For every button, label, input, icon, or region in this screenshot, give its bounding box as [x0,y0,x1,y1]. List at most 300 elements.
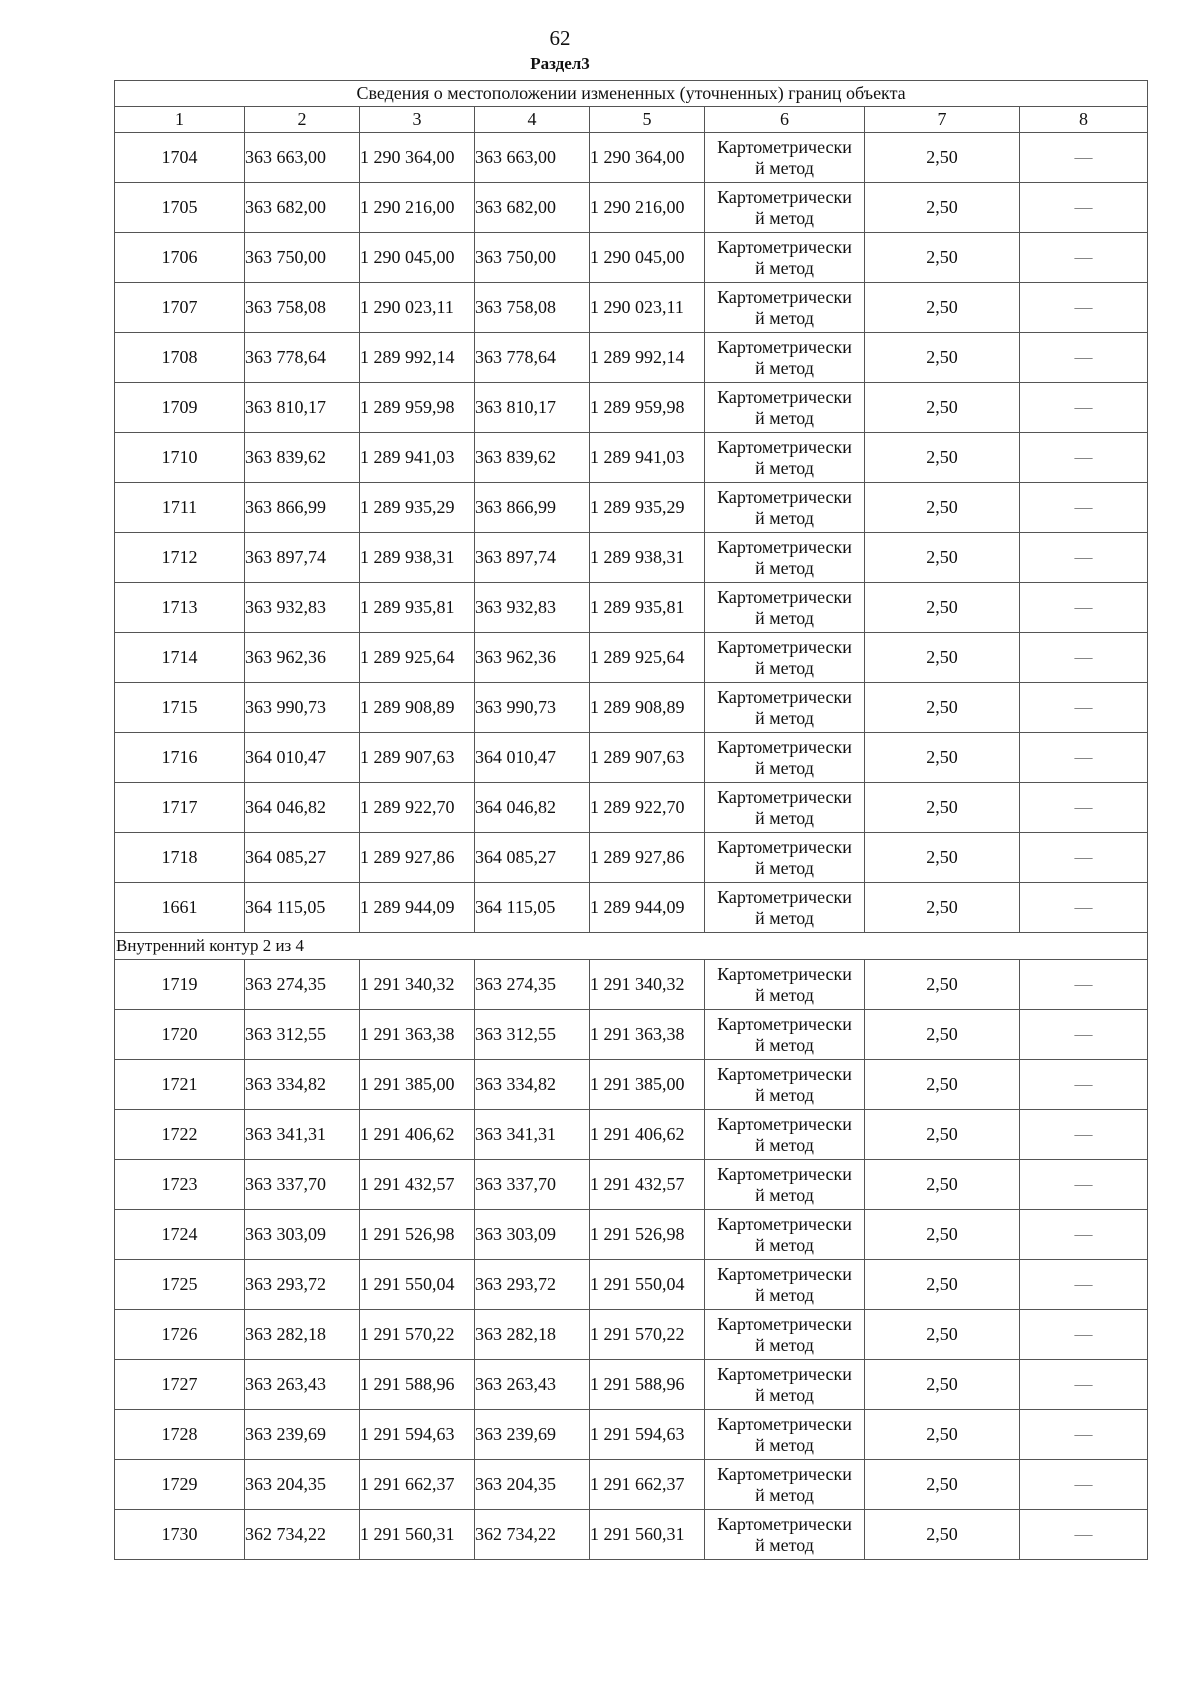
method-text-line: й метод [755,1484,814,1505]
method-text-line: й метод [755,1384,814,1405]
x-existing-cell: 363 663,00 [245,133,360,183]
method-text-line: Картометрически [717,586,852,607]
table-row [115,1060,1148,1110]
x-refined-cell: 363 282,18 [475,1310,590,1360]
method-text-line: Картометрически [717,786,852,807]
table-row [115,960,1148,1010]
method-cell [705,1510,865,1560]
y-refined-cell: 1 290 045,00 [590,233,705,283]
x-existing-cell: 364 010,47 [245,733,360,783]
precision-cell: 2,50 [865,583,1020,633]
point-number-cell: 1661 [115,883,245,933]
x-refined-cell: 363 778,64 [475,333,590,383]
y-refined-cell: 1 289 992,14 [590,333,705,383]
empty-mark-cell: — [1020,1510,1148,1560]
empty-mark-cell: — [1020,883,1148,933]
column-number: 7 [865,107,1020,133]
method-cell [705,783,865,833]
x-existing-cell: 363 274,35 [245,960,360,1010]
point-number-cell: 1716 [115,733,245,783]
x-existing-cell: 363 866,99 [245,483,360,533]
x-existing-cell: 363 303,09 [245,1210,360,1260]
method-text-line: й метод [755,857,814,878]
point-number-cell: 1728 [115,1410,245,1460]
y-refined-cell: 1 289 908,89 [590,683,705,733]
empty-mark-cell: — [1020,383,1148,433]
point-number-cell: 1720 [115,1010,245,1060]
method-text-line: Картометрически [717,963,852,984]
x-existing-cell: 363 282,18 [245,1310,360,1360]
empty-mark-cell: — [1020,1160,1148,1210]
precision-cell: 2,50 [865,1310,1020,1360]
x-existing-cell: 363 293,72 [245,1260,360,1310]
x-refined-cell: 363 839,62 [475,433,590,483]
column-number: 6 [705,107,865,133]
method-cell [705,283,865,333]
method-text-line: Картометрически [717,1363,852,1384]
method-text-line: Картометрически [717,1463,852,1484]
method-text-line: Картометрически [717,1113,852,1134]
precision-cell: 2,50 [865,633,1020,683]
precision-cell: 2,50 [865,483,1020,533]
table-row [115,1010,1148,1060]
y-refined-cell: 1 289 944,09 [590,883,705,933]
precision-cell: 2,50 [865,960,1020,1010]
y-refined-cell: 1 289 922,70 [590,783,705,833]
table-row [115,1110,1148,1160]
x-refined-cell: 363 293,72 [475,1260,590,1310]
method-text-line: Картометрически [717,386,852,407]
method-text-line: й метод [755,1434,814,1455]
y-refined-cell: 1 291 526,98 [590,1210,705,1260]
empty-mark-cell: — [1020,683,1148,733]
precision-cell: 2,50 [865,283,1020,333]
empty-mark-cell: — [1020,633,1148,683]
y-existing-cell: 1 289 922,70 [360,783,475,833]
point-number-cell: 1721 [115,1060,245,1110]
method-text-line: Картометрически [717,336,852,357]
point-number-cell: 1714 [115,633,245,683]
x-refined-cell: 363 274,35 [475,960,590,1010]
y-existing-cell: 1 290 364,00 [360,133,475,183]
method-text-line: й метод [755,1534,814,1555]
y-existing-cell: 1 289 944,09 [360,883,475,933]
method-cell [705,1060,865,1110]
x-existing-cell: 363 932,83 [245,583,360,633]
y-refined-cell: 1 289 907,63 [590,733,705,783]
table-row [115,333,1148,383]
table-row [115,1210,1148,1260]
method-text-line: Картометрически [717,1513,852,1534]
method-text-line: Картометрически [717,836,852,857]
method-cell [705,1210,865,1260]
table-row [115,483,1148,533]
method-text-line: Картометрически [717,186,852,207]
empty-mark-cell: — [1020,733,1148,783]
empty-mark-cell: — [1020,1010,1148,1060]
method-cell [705,733,865,783]
method-text-line: Картометрически [717,686,852,707]
point-number-cell: 1706 [115,233,245,283]
point-number-cell: 1713 [115,583,245,633]
method-cell [705,1410,865,1460]
method-text-line: Картометрически [717,1313,852,1334]
y-refined-cell: 1 291 560,31 [590,1510,705,1560]
method-cell [705,583,865,633]
table-row [115,583,1148,633]
empty-mark-cell: — [1020,1360,1148,1410]
x-existing-cell: 363 312,55 [245,1010,360,1060]
y-existing-cell: 1 290 023,11 [360,283,475,333]
x-existing-cell: 364 115,05 [245,883,360,933]
y-existing-cell: 1 289 925,64 [360,633,475,683]
method-text-line: й метод [755,757,814,778]
precision-cell: 2,50 [865,383,1020,433]
empty-mark-cell: — [1020,483,1148,533]
table-body-contour-label [115,933,1148,960]
precision-cell: 2,50 [865,133,1020,183]
y-refined-cell: 1 291 570,22 [590,1310,705,1360]
empty-mark-cell: — [1020,1460,1148,1510]
precision-cell: 2,50 [865,783,1020,833]
x-existing-cell: 363 962,36 [245,633,360,683]
method-text-line: й метод [755,707,814,728]
empty-mark-cell: — [1020,333,1148,383]
column-number: 1 [115,107,245,133]
x-refined-cell: 363 204,35 [475,1460,590,1510]
table-row [115,533,1148,583]
method-text-line: й метод [755,507,814,528]
point-number-cell: 1707 [115,283,245,333]
method-text-line: Картометрически [717,486,852,507]
method-cell [705,1110,865,1160]
method-text-line: й метод [755,1334,814,1355]
method-cell [705,183,865,233]
x-refined-cell: 363 263,43 [475,1360,590,1410]
table-caption-row [115,81,1148,107]
point-number-cell: 1717 [115,783,245,833]
y-refined-cell: 1 289 959,98 [590,383,705,433]
method-text-line: Картометрически [717,536,852,557]
x-existing-cell: 363 337,70 [245,1160,360,1210]
empty-mark-cell: — [1020,783,1148,833]
empty-mark-cell: — [1020,233,1148,283]
x-refined-cell: 363 866,99 [475,483,590,533]
y-refined-cell: 1 289 935,29 [590,483,705,533]
empty-mark-cell: — [1020,283,1148,333]
method-cell [705,333,865,383]
precision-cell: 2,50 [865,1260,1020,1310]
x-existing-cell: 363 778,64 [245,333,360,383]
precision-cell: 2,50 [865,1510,1020,1560]
method-text-line: Картометрически [717,1213,852,1234]
method-cell [705,1310,865,1360]
x-existing-cell: 363 990,73 [245,683,360,733]
method-cell [705,533,865,583]
point-number-cell: 1725 [115,1260,245,1310]
method-text-line: й метод [755,984,814,1005]
x-refined-cell: 363 337,70 [475,1160,590,1210]
empty-mark-cell: — [1020,433,1148,483]
x-existing-cell: 363 682,00 [245,183,360,233]
table-row [115,433,1148,483]
table-row [115,633,1148,683]
point-number-cell: 1718 [115,833,245,883]
method-text-line: й метод [755,607,814,628]
x-existing-cell: 363 750,00 [245,233,360,283]
precision-cell: 2,50 [865,833,1020,883]
y-existing-cell: 1 289 935,81 [360,583,475,633]
contour-label: Внутренний контур 2 из 4 [115,933,1148,960]
method-text-line: й метод [755,157,814,178]
y-existing-cell: 1 290 045,00 [360,233,475,283]
method-cell [705,433,865,483]
y-refined-cell: 1 290 216,00 [590,183,705,233]
precision-cell: 2,50 [865,1110,1020,1160]
point-number-cell: 1708 [115,333,245,383]
x-refined-cell: 363 810,17 [475,383,590,433]
y-refined-cell: 1 291 662,37 [590,1460,705,1510]
x-refined-cell: 363 897,74 [475,533,590,583]
table-row [115,733,1148,783]
precision-cell: 2,50 [865,183,1020,233]
y-refined-cell: 1 289 938,31 [590,533,705,583]
precision-cell: 2,50 [865,1060,1020,1110]
x-existing-cell: 363 334,82 [245,1060,360,1110]
method-text-line: й метод [755,207,814,228]
precision-cell: 2,50 [865,1360,1020,1410]
method-cell [705,833,865,883]
y-existing-cell: 1 291 340,32 [360,960,475,1010]
y-refined-cell: 1 291 385,00 [590,1060,705,1110]
method-text-line: Картометрически [717,1413,852,1434]
method-cell [705,1460,865,1510]
x-refined-cell: 364 046,82 [475,783,590,833]
table-row [115,1360,1148,1410]
table-row [115,833,1148,883]
y-existing-cell: 1 291 662,37 [360,1460,475,1510]
y-refined-cell: 1 291 340,32 [590,960,705,1010]
empty-mark-cell: — [1020,1060,1148,1110]
method-text-line: й метод [755,357,814,378]
column-number: 5 [590,107,705,133]
coordinates-table [114,80,1148,1560]
method-text-line: й метод [755,657,814,678]
method-text-line: Картометрически [717,636,852,657]
method-text-line: Картометрически [717,436,852,457]
point-number-cell: 1730 [115,1510,245,1560]
point-number-cell: 1705 [115,183,245,233]
precision-cell: 2,50 [865,433,1020,483]
y-existing-cell: 1 291 570,22 [360,1310,475,1360]
method-text-line: й метод [755,557,814,578]
method-text-line: й метод [755,807,814,828]
x-refined-cell: 363 962,36 [475,633,590,683]
column-number: 2 [245,107,360,133]
method-text-line: й метод [755,1034,814,1055]
table-row [115,883,1148,933]
method-text-line: й метод [755,1084,814,1105]
table-row [115,1260,1148,1310]
method-cell [705,883,865,933]
empty-mark-cell: — [1020,1310,1148,1360]
point-number-cell: 1715 [115,683,245,733]
point-number-cell: 1709 [115,383,245,433]
x-existing-cell: 364 046,82 [245,783,360,833]
y-existing-cell: 1 291 588,96 [360,1360,475,1410]
x-existing-cell: 363 239,69 [245,1410,360,1460]
table-row [115,683,1148,733]
y-existing-cell: 1 291 594,63 [360,1410,475,1460]
x-existing-cell: 363 341,31 [245,1110,360,1160]
point-number-cell: 1724 [115,1210,245,1260]
point-number-cell: 1723 [115,1160,245,1210]
y-refined-cell: 1 290 364,00 [590,133,705,183]
y-existing-cell: 1 291 406,62 [360,1110,475,1160]
method-text-line: й метод [755,1184,814,1205]
method-text-line: Картометрически [717,236,852,257]
point-number-cell: 1722 [115,1110,245,1160]
x-existing-cell: 363 897,74 [245,533,360,583]
x-refined-cell: 363 758,08 [475,283,590,333]
column-number: 4 [475,107,590,133]
empty-mark-cell: — [1020,1210,1148,1260]
table-row [115,383,1148,433]
method-text-line: й метод [755,907,814,928]
x-refined-cell: 364 115,05 [475,883,590,933]
x-existing-cell: 363 263,43 [245,1360,360,1410]
x-refined-cell: 363 682,00 [475,183,590,233]
point-number-cell: 1729 [115,1460,245,1510]
empty-mark-cell: — [1020,1110,1148,1160]
empty-mark-cell: — [1020,833,1148,883]
y-existing-cell: 1 290 216,00 [360,183,475,233]
method-text-line: Картометрически [717,1163,852,1184]
method-text-line: Картометрически [717,136,852,157]
empty-mark-cell: — [1020,583,1148,633]
method-cell [705,1260,865,1310]
method-cell [705,133,865,183]
table-body-inner-contour [115,960,1148,1560]
y-existing-cell: 1 289 907,63 [360,733,475,783]
x-existing-cell: 363 839,62 [245,433,360,483]
method-text-line: Картометрически [717,1013,852,1034]
y-refined-cell: 1 291 406,62 [590,1110,705,1160]
point-number-cell: 1719 [115,960,245,1010]
y-refined-cell: 1 289 925,64 [590,633,705,683]
column-number: 3 [360,107,475,133]
table-row [115,183,1148,233]
method-text-line: й метод [755,257,814,278]
x-existing-cell: 363 810,17 [245,383,360,433]
point-number-cell: 1712 [115,533,245,583]
y-existing-cell: 1 291 550,04 [360,1260,475,1310]
y-refined-cell: 1 289 935,81 [590,583,705,633]
table-row [115,233,1148,283]
y-existing-cell: 1 291 526,98 [360,1210,475,1260]
method-cell [705,960,865,1010]
point-number-cell: 1704 [115,133,245,183]
table-row [115,283,1148,333]
method-text-line: й метод [755,307,814,328]
method-text-line: й метод [755,1234,814,1255]
y-existing-cell: 1 289 992,14 [360,333,475,383]
column-numbers-row [115,107,1148,133]
precision-cell: 2,50 [865,333,1020,383]
x-refined-cell: 363 932,83 [475,583,590,633]
precision-cell: 2,50 [865,1410,1020,1460]
precision-cell: 2,50 [865,1010,1020,1060]
table-body-outer-contour [115,133,1148,933]
precision-cell: 2,50 [865,1160,1020,1210]
column-number: 8 [1020,107,1148,133]
y-existing-cell: 1 291 385,00 [360,1060,475,1110]
table-row [115,1310,1148,1360]
empty-mark-cell: — [1020,960,1148,1010]
x-refined-cell: 363 312,55 [475,1010,590,1060]
y-existing-cell: 1 289 927,86 [360,833,475,883]
x-refined-cell: 363 990,73 [475,683,590,733]
point-number-cell: 1710 [115,433,245,483]
empty-mark-cell: — [1020,183,1148,233]
method-cell [705,483,865,533]
y-existing-cell: 1 289 959,98 [360,383,475,433]
point-number-cell: 1727 [115,1360,245,1410]
empty-mark-cell: — [1020,1260,1148,1310]
y-refined-cell: 1 291 363,38 [590,1010,705,1060]
section-title: Раздел3 [530,54,590,73]
table-row [115,1410,1148,1460]
method-cell [705,1160,865,1210]
method-cell [705,1010,865,1060]
x-existing-cell: 362 734,22 [245,1510,360,1560]
method-cell [705,683,865,733]
y-refined-cell: 1 290 023,11 [590,283,705,333]
y-existing-cell: 1 291 432,57 [360,1160,475,1210]
method-cell [705,383,865,433]
x-existing-cell: 363 204,35 [245,1460,360,1510]
method-text-line: й метод [755,1284,814,1305]
x-refined-cell: 363 663,00 [475,133,590,183]
precision-cell: 2,50 [865,233,1020,283]
method-text-line: Картометрически [717,1063,852,1084]
precision-cell: 2,50 [865,533,1020,583]
y-refined-cell: 1 289 941,03 [590,433,705,483]
method-cell [705,1360,865,1410]
x-refined-cell: 364 085,27 [475,833,590,883]
precision-cell: 2,50 [865,683,1020,733]
method-text-line: й метод [755,457,814,478]
page-number: 62 [549,26,571,50]
y-existing-cell: 1 289 908,89 [360,683,475,733]
table-row [115,783,1148,833]
x-refined-cell: 363 303,09 [475,1210,590,1260]
x-refined-cell: 363 239,69 [475,1410,590,1460]
table-row [115,133,1148,183]
x-existing-cell: 363 758,08 [245,283,360,333]
precision-cell: 2,50 [865,1460,1020,1510]
method-text-line: й метод [755,1134,814,1155]
y-refined-cell: 1 291 588,96 [590,1360,705,1410]
x-refined-cell: 364 010,47 [475,733,590,783]
y-existing-cell: 1 291 560,31 [360,1510,475,1560]
method-cell [705,233,865,283]
table-caption: Сведения о местоположении измененных (уточненных) границ объекта [115,81,1148,107]
table-row [115,1160,1148,1210]
empty-mark-cell: — [1020,1410,1148,1460]
table-row [115,1460,1148,1510]
method-text-line: Картометрически [717,736,852,757]
